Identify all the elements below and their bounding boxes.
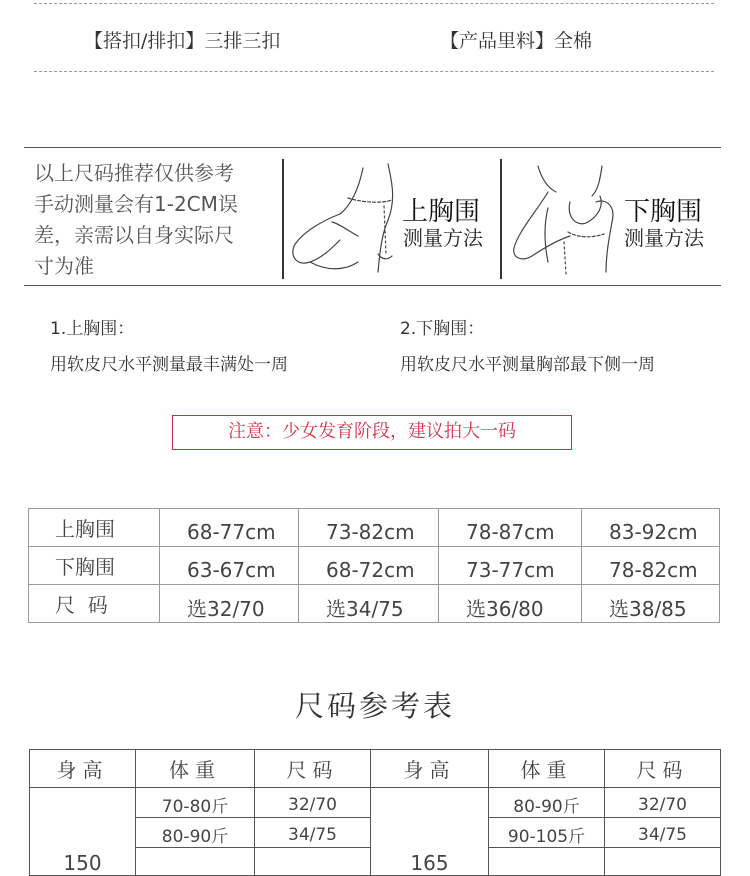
upper-bust-instruction: 用软皮尺水平测量最丰满处一周 (50, 355, 288, 375)
upper-bust-method: 测量方法 (403, 226, 483, 250)
table-cell: 选32/70 (160, 585, 299, 623)
bust-size-table (28, 508, 720, 623)
column-header: 体重 (136, 750, 255, 788)
upper-bust-title: 上胸围 (402, 197, 481, 227)
table-cell: 选38/85 (582, 585, 720, 623)
lower-bust-method: 测量方法 (624, 226, 704, 250)
size-reference-table (29, 749, 721, 876)
upper-bust-measure-sketch (288, 162, 408, 277)
table-cell: 选34/75 (299, 585, 439, 623)
upper-bust-heading: 1.上胸围： (50, 319, 135, 339)
table-cell: 68-77cm (160, 509, 299, 547)
table-cell: 32/70 (605, 788, 721, 818)
row-header: 上胸围 (29, 509, 160, 547)
divider-bottom (34, 71, 714, 72)
column-header: 身高 (371, 750, 489, 788)
table-cell: 70-80斤 (136, 788, 255, 818)
row-header: 下胸围 (29, 547, 160, 585)
table-cell: 68-72cm (299, 547, 439, 585)
table-cell: 选36/80 (439, 585, 582, 623)
table-row (29, 509, 720, 547)
height-cell: 150 (30, 788, 136, 876)
table-cell: 78-87cm (439, 509, 582, 547)
table-cell: 34/75 (605, 818, 721, 848)
table-cell: 78-82cm (582, 547, 720, 585)
table-cell (136, 848, 255, 876)
size-reference-title: 尺码参考表 (294, 689, 455, 723)
sizing-notice: 注意：少女发育阶段，建议拍大一码 (172, 415, 572, 450)
table-row (29, 585, 720, 623)
table-row (29, 547, 720, 585)
table-cell: 83-92cm (582, 509, 720, 547)
lower-bust-instruction: 用软皮尺水平测量胸部最下侧一周 (400, 355, 655, 375)
row-header: 尺 码 (29, 585, 160, 623)
column-header: 身高 (30, 750, 136, 788)
table-cell: 34/75 (255, 818, 371, 848)
column-header: 尺码 (605, 750, 721, 788)
table-cell: 63-67cm (160, 547, 299, 585)
lower-bust-measure-sketch (508, 162, 628, 277)
table-cell: 73-77cm (439, 547, 582, 585)
table-cell: 32/70 (255, 788, 371, 818)
table-cell: 90-105斤 (489, 818, 605, 848)
table-cell: 80-90斤 (136, 818, 255, 848)
table-cell: 80-90斤 (489, 788, 605, 818)
table-cell (255, 848, 371, 876)
banner-divider (500, 159, 502, 279)
banner-divider (282, 159, 284, 279)
fabric-spec: 【产品里料】全棉 (440, 30, 593, 52)
clasp-spec: 【搭扣/排扣】三排三扣 (84, 30, 281, 52)
table-cell (605, 848, 721, 876)
lower-bust-heading: 2.下胸围： (400, 319, 485, 339)
disclaimer-line: 差，亲需以自身实际尺 (34, 223, 234, 247)
lower-bust-title: 下胸围 (624, 197, 703, 227)
disclaimer-line: 手动测量会有1-2CM误 (34, 192, 238, 216)
measurement-banner (24, 147, 721, 286)
disclaimer-line: 寸为准 (34, 254, 94, 278)
column-header: 体重 (489, 750, 605, 788)
column-header: 尺码 (255, 750, 371, 788)
table-cell (489, 848, 605, 876)
table-header-row (30, 750, 721, 788)
table-cell: 73-82cm (299, 509, 439, 547)
divider-top (34, 3, 714, 4)
table-row (30, 788, 721, 818)
measurement-disclaimer (34, 158, 274, 282)
height-cell: 165 (371, 788, 489, 876)
disclaimer-line: 以上尺码推荐仅供参考 (34, 161, 234, 185)
